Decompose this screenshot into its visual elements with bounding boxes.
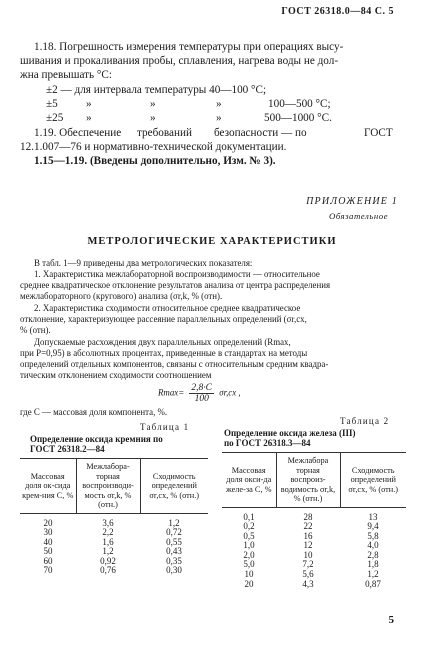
s119-line1-b: требований xyxy=(137,127,192,139)
table-cell: 0,30 xyxy=(166,565,182,576)
body-line: 2. Характеристика сходимости относительное среднее квадратическое xyxy=(34,303,301,313)
table-cell: 0,87 xyxy=(365,578,381,589)
table-cell: 4,3 xyxy=(302,578,314,589)
table-row xyxy=(20,566,208,576)
ditto-mark: » xyxy=(86,98,92,110)
body-line: при P=0,95) в абсолютных процентах, приведенные в стандартах на методы xyxy=(20,348,308,358)
formula-denominator: 100 xyxy=(194,394,209,404)
table-row xyxy=(222,580,406,590)
table2-caption: Таблица 2 xyxy=(340,416,390,426)
temp-range-2-value: 100—500 °С; xyxy=(268,98,331,110)
table-cell: 5,0 xyxy=(243,559,255,570)
ditto-mark: » xyxy=(216,112,222,124)
ditto-mark: » xyxy=(86,112,92,124)
table1 xyxy=(20,458,208,576)
table-cell: 60 xyxy=(43,555,53,566)
temp-range-3-value: 500—1000 °С. xyxy=(264,112,332,124)
table-cell: 30 xyxy=(43,527,53,538)
amendment-note: 1.15—1.19. (Введены дополнительно, Изм. № 3). xyxy=(34,155,276,167)
table1-title: ГОСТ 26318.2—84 xyxy=(30,444,105,454)
column-header: Массовая доля окси-да желе-за C, % xyxy=(222,453,276,508)
body-line: Допускаемые расхождения двух параллельных определений (Rmax, xyxy=(34,337,291,347)
table-cell: 16 xyxy=(303,530,313,541)
table-cell: 0,76 xyxy=(100,565,116,576)
body-line: определений отдельных компонентов, связаны с относительным средним квадра- xyxy=(20,359,329,369)
s119-line1-a: 1.19. Обеспечение xyxy=(34,127,122,139)
table-cell: 9,4 xyxy=(367,521,379,532)
body-line: В табл. 1—9 приведены два метрологических показателя: xyxy=(34,258,253,268)
formula-lhs: Rmax= xyxy=(158,387,185,398)
table-cell: 2,2 xyxy=(102,527,114,538)
table2 xyxy=(222,452,406,589)
table-cell: 13 xyxy=(368,511,378,522)
table-row xyxy=(222,507,406,522)
table-cell: 5,8 xyxy=(367,530,379,541)
appendix-status: Обязательное xyxy=(328,211,388,221)
s119-line2: 12.1.007—76 и нормативно-технической документации. xyxy=(20,141,287,153)
formula-fraction xyxy=(189,383,214,404)
table1-caption: Таблица 1 xyxy=(140,422,190,432)
table-cell: 4,0 xyxy=(367,540,379,551)
temp-range-1: ±2 — для интервала температуры 40—100 °С; xyxy=(46,84,267,96)
s119-line1-c: безопасности — по xyxy=(214,127,307,139)
formula-numerator: 2,8·C xyxy=(191,383,213,393)
s118-line1: 1.18. Погрешность измерения температуры при операциях высу- xyxy=(34,41,344,53)
column-header: Межлабора-торная воспроизводи-мость σr,k, % (отн.) xyxy=(76,459,140,514)
s118-line3: жна превышать °С: xyxy=(20,69,112,81)
temp-range-3-tol: ±25 xyxy=(46,112,64,124)
page-header: ГОСТ 26318.0—84 С. 5 xyxy=(281,6,394,17)
column-header: Сходимость определений σr,cx, % (отн.) xyxy=(140,459,208,514)
table-cell: 2,0 xyxy=(243,549,255,560)
table-cell: 1,2 xyxy=(168,517,180,528)
table-cell: 0,35 xyxy=(166,555,182,566)
table-cell: 10 xyxy=(244,569,254,580)
table-cell: 0,2 xyxy=(243,521,255,532)
table-cell: 12 xyxy=(303,540,313,551)
table2-title: Определение оксида железа (III) xyxy=(224,428,356,438)
table-cell: 20 xyxy=(244,578,254,589)
table-cell: 1,0 xyxy=(243,540,255,551)
column-header: Межлабора торная воспроиз-водимость σr,k, % (отн.) xyxy=(276,453,340,508)
body-line: межлабораторного (кругового) анализа (σr,k, % (отн). xyxy=(20,291,223,301)
table-cell: 0,1 xyxy=(243,511,255,522)
table-cell: 0,72 xyxy=(166,527,182,538)
table-cell: 3,6 xyxy=(102,517,114,528)
s119-line1-d: ГОСТ xyxy=(364,127,393,139)
ditto-mark: » xyxy=(150,112,156,124)
table-cell: 22 xyxy=(303,521,313,532)
temp-range-2-tol: ±5 xyxy=(46,98,58,110)
ditto-mark: » xyxy=(150,98,156,110)
section-heading: МЕТРОЛОГИЧЕСКИЕ ХАРАКТЕРИСТИКИ xyxy=(87,236,337,247)
table2-title: по ГОСТ 26318.3—84 xyxy=(224,438,311,448)
table-cell: 0,55 xyxy=(166,536,182,547)
body-line: где C — массовая доля компонента, %. xyxy=(20,407,168,417)
page-number: 5 xyxy=(388,614,394,626)
column-header: Массовая доля ок-сида крем-ния C, % xyxy=(20,459,76,514)
table-header-row xyxy=(20,459,208,514)
formula xyxy=(158,383,241,404)
table-cell: 0,5 xyxy=(243,530,255,541)
table-cell: 50 xyxy=(43,546,53,557)
table1-title: Определение оксида кремния по xyxy=(30,434,163,444)
table-cell: 7,2 xyxy=(302,559,314,570)
body-line: тическим отклонением сходимости соотношением xyxy=(20,370,212,380)
body-line: среднее квадратическое отклонение результатов анализа от центра распределения xyxy=(20,280,331,290)
ditto-mark: » xyxy=(216,98,222,110)
table-cell: 1,6 xyxy=(102,536,114,547)
table-cell: 0,92 xyxy=(100,555,116,566)
table-cell: 5,6 xyxy=(302,569,314,580)
table-cell: 1,2 xyxy=(102,546,114,557)
s118-line2: шивания и прокаливания пробы, сплавления, нагрева воды не дол- xyxy=(20,55,339,67)
table-cell: 20 xyxy=(43,517,53,528)
appendix-label: ПРИЛОЖЕНИЕ 1 xyxy=(306,196,398,207)
table-cell: 28 xyxy=(303,511,313,522)
table-cell: 1,2 xyxy=(367,569,379,580)
table-cell: 0,43 xyxy=(166,546,182,557)
table-cell: 1,8 xyxy=(367,559,379,570)
column-header: Сходимость определений σr,cx, % (отн.) xyxy=(340,453,406,508)
table-row xyxy=(20,513,208,528)
body-line: % (отн). xyxy=(20,325,51,335)
table-cell: 10 xyxy=(303,549,313,560)
table-cell: 2,8 xyxy=(367,549,379,560)
formula-rhs: σr,cx , xyxy=(219,387,241,398)
table-header-row xyxy=(222,453,406,508)
table-cell: 40 xyxy=(43,536,53,547)
body-line: отклонение, характеризующее рассеяние параллельных определений (σr,cx, xyxy=(20,314,307,324)
table-cell: 70 xyxy=(43,565,53,576)
body-line: 1. Характеристика межлабораторной воспроизводимости — относительное xyxy=(34,269,320,279)
